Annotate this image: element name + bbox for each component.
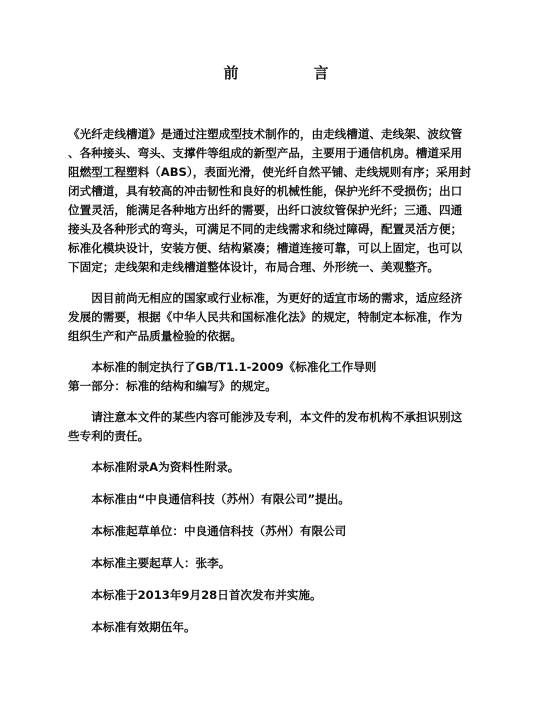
text-line: 位置灵活，能满足各种地方出纤的需要，出纤口波纹管保护光纤；三通、四通	[68, 203, 463, 217]
text-line: 闭式槽道，具有较高的冲击韧性和良好的机械性能，保护光纤不受损伤；出口	[68, 184, 463, 198]
text-line: 标准化模块设计，安装方便、结构紧凑；槽道连接可靠，可以上固定，也可以	[68, 241, 463, 255]
text-line: 接头及各种形式的弯头，可满足不同的走线需求和绕过障碍，配置灵活方便；	[68, 222, 463, 236]
text-line: 阻燃型工程塑料（ABS），表面光滑，使光纤自然平铺、走线规则有序；采用封	[68, 165, 471, 179]
text-line: 些专利的责任。	[68, 429, 150, 443]
text-line: 《光纤走线槽道》是通过注塑成型技术制作的，由走线槽道、走线架、波纹管	[68, 127, 463, 141]
text-line: 本标准主要起草人：张李。	[68, 556, 231, 570]
page-title: 前 言	[223, 64, 359, 82]
text-line: 、各种接头、弯头、支撑件等组成的新型产品，主要用于通信机房。槽道采用	[68, 146, 463, 160]
paragraph-appendix	[68, 458, 486, 477]
paragraph-validity	[68, 618, 486, 637]
text-line: 本标准的制定执行了GB/T1.1-2009《标准化工作导则	[68, 360, 377, 374]
paragraph-drafters	[68, 554, 486, 573]
paragraph-drafting-unit	[68, 522, 486, 541]
text-line: 组织生产和产品质量检验的依据。	[68, 329, 242, 343]
text-line: 因目前尚无相应的国家或行业标准，为更好的适宜市场的需求，适应经济	[68, 291, 463, 305]
text-line: 本标准附录A为资料性附录。	[68, 460, 240, 474]
paragraph-patent-notice	[68, 408, 486, 446]
text-line: 本标准由“中良通信科技（苏州）有限公司”提出。	[68, 492, 350, 506]
paragraph-standard-reference	[68, 358, 486, 396]
text-line: 本标准于2013年9月28日首次发布并实施。	[68, 588, 322, 602]
text-line: 本标准有效期伍年。	[68, 620, 196, 634]
document-body	[68, 125, 486, 649]
text-line: 本标准起草单位：中良通信科技（苏州）有限公司	[68, 524, 347, 538]
text-line: 下固定；走线架和走线槽道整体设计，布局合理、外形统一、美观整齐。	[68, 260, 440, 274]
text-line: 发展的需要，根据《中华人民共和国标准化法》的规定，特制定本标准，作为	[68, 310, 463, 324]
paragraph-proposer	[68, 490, 486, 509]
text-line: 第一部分：标准的结构和编写》的规定。	[68, 379, 277, 393]
paragraph-intro	[68, 125, 486, 277]
paragraph-basis	[68, 289, 486, 346]
paragraph-release-date	[68, 586, 486, 605]
text-line: 请注意本文件的某些内容可能涉及专利，本文件的发布机构不承担识别这	[68, 410, 463, 424]
